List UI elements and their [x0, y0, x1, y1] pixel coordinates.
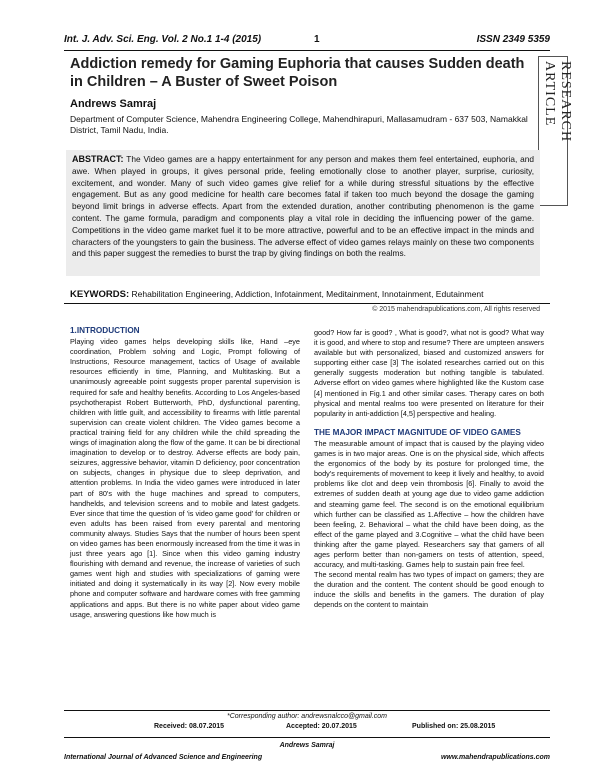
running-header: [64, 34, 550, 48]
introduction-continued-text: good? How far is good? , What is good?, what not is good? What way it is good, and where to stop and resume? There are umpteen answers available but with personalized, biased and customized answers for supporting either case [3] The isolated researches carried out on this generally suggests moderation but nothing tangible is tabulated. Adverse effort on video games where highlighted like the Kustom case [4] mentioned in Fig.1 and other similar cases. Therapy cares on both physical and mental realms too were presented on literature for their popularity in anti-addiction [4,5] perspective and healing.: [314, 328, 544, 418]
introduction-text: Playing video games helps developing skills like, Hand –eye coordination, Problem solving and Logic, Prompt following of Instructions, Resource management, tactics of Usage of available resources efficiently in time, Planning, and Multitasking. But a unanimously agreeable point suggests proper parental supervision is required for safe and healthy benefits. According to Los Angeles-based psychotherapist Robert Butterworth, PhD, dysfunctional parenting, children with little guilt, and accessibility to firearms with little parental supervision can create violent children. The Video games become a practical training field for any children while the child spreading the wings of imagination along the flow of the game. It can be bi directional imagination to develop or to destroy. Adverse effects are body pain, seizures, aggressive behavior, vitamin D deficiency, poor concentration on subjects, changes in physique due to sleep deprivation, and attention problems. In India the video games were introduced in later part of 80's with the huge machines and spread to computers, handhelds, and television screens and to mobile and latest gadgets. Ever since that time the question of 'is video game good' for children or even adults has been raised from every parental and mentoring community always. Studies Says that the number of hours been spent on video games has been enormously increased from the time it was in just three years ago [1]. Since when this video gaming industry flourishing with demand and revenue, the increase of varieties of such games went high and studies with specializations of gaming were initiated and doing it systematically in its way [2]. Now every mobile phone and computer software and hardware comes with free gamming applications and apps. But there is no white paper about video game usage, answering questions like how much is: [70, 337, 300, 619]
keywords-rule: [64, 303, 550, 304]
right-column: [314, 328, 544, 611]
impact-text-2: The second mental realm has two types of impact on gamers; they are the duration and the content. The content should be good enough to induce the skills and benefits in the gamers. The duration of play depends on the content to maintain: [314, 570, 544, 610]
keywords-label: KEYWORDS:: [70, 289, 130, 300]
abstract-text: The Video games are a happy entertainment for any person and makes them feel entertained, euphoria, and awe. When played in groups, it gives personal pride, feeling emotionally close to another player, surprise, curiosity, excitement, and wonder. Many of such video games give relief for a while during stressful situations by the effective engagement. But as any good medicine for health care becomes fatal if taken too much beyond the dosage the gaming beyond limit brings in adverse effects. Apart from the extended duration, another contributing phenomenon is the game content. The game formula, paradigm and components play a vital role in deciding the influencing power of the game. Competitions in the video game market fuel it to be more attractive, powerful and to be an effective impact in the minds and characters of the youngsters to gain the business. The adverse effect of video games relays mainly on these two components and this paper suggest the remedies to burst the trap by giving findings on both the realms.: [72, 154, 535, 259]
abstract-label: ABSTRACT:: [72, 154, 124, 164]
publication-dates: [64, 723, 550, 733]
impact-text-1: The measurable amount of impact that is caused by the playing video games is in two major areas. One is on the physical side, which affects the ergonomics of the body by its posture for prolonged time, the body's requirements of movement to keep it lively and healthy, to avoid problems like clot and deep vein thrombosis [6]. Finally to avoid the extremes of sudden death at young age due to video game addiction and steaming game feel. The second is on the emotional equilibrium which further can be classified as 1.Affective – how the children have been feeling, 2. Behavioral – what the child have been doing, as the effect of the game played and 3.Cognitive – what the child have been thinking after the game played. Researchers say that gamers of all ages perform better than non-gamers on tests of attention, speed, accuracy, and multi-tasking. Games help to sustain pain free feel.: [314, 438, 544, 570]
author-affiliation: Department of Computer Science, Mahendra Engineering College, Mahendhirapuri, Mallasamudram - 637 503, Namakkal District, Tamil Nadu, India.: [70, 114, 528, 135]
received-date: Received: 08.07.2015: [154, 723, 225, 730]
keywords-text: Rehabilitation Engineering, Addiction, Infotainment, Meditainment, Innotainment, Edutainment: [131, 289, 484, 299]
footer-journal-name: International Journal of Advanced Science and Engineering: [64, 754, 263, 761]
footer-rule: [64, 710, 550, 711]
copyright-notice: © 2015 mahendrapublications.com, All rights reserved: [372, 306, 540, 313]
header-rule: [64, 50, 550, 51]
corresponding-author: *Corresponding author: andrewsnalcco@gmail.com: [226, 713, 388, 720]
article-type-text: RESEARCH ARTICLE: [542, 61, 573, 143]
footer-rule-2: [64, 737, 550, 738]
accepted-date: Accepted: 20.07.2015: [286, 723, 357, 730]
issn: ISSN 2349 5359: [476, 34, 550, 45]
left-column: [70, 326, 300, 620]
section-heading-impact: THE MAJOR IMPACT MAGNITUDE OF VIDEO GAMES: [314, 427, 521, 437]
published-date: Published on: 25.08.2015: [412, 723, 496, 730]
section-heading-introduction: 1.INTRODUCTION: [70, 326, 140, 335]
keywords: [70, 289, 540, 300]
article-type-label: [538, 56, 573, 206]
footer-journal: [64, 754, 550, 764]
author-name: Andrews Samraj: [70, 98, 157, 110]
paper-title: Addiction remedy for Gaming Euphoria that causes Sudden death in Children – A Buster of Sweet Poison: [70, 56, 525, 90]
footer-author: Andrews Samraj: [279, 742, 335, 749]
page-number: 1: [314, 34, 320, 45]
journal-citation: Int. J. Adv. Sci. Eng. Vol. 2 No.1 1-4 (2015): [64, 34, 262, 45]
abstract-box: [66, 150, 540, 276]
footer-website: www.mahendrapublications.com: [440, 754, 550, 761]
